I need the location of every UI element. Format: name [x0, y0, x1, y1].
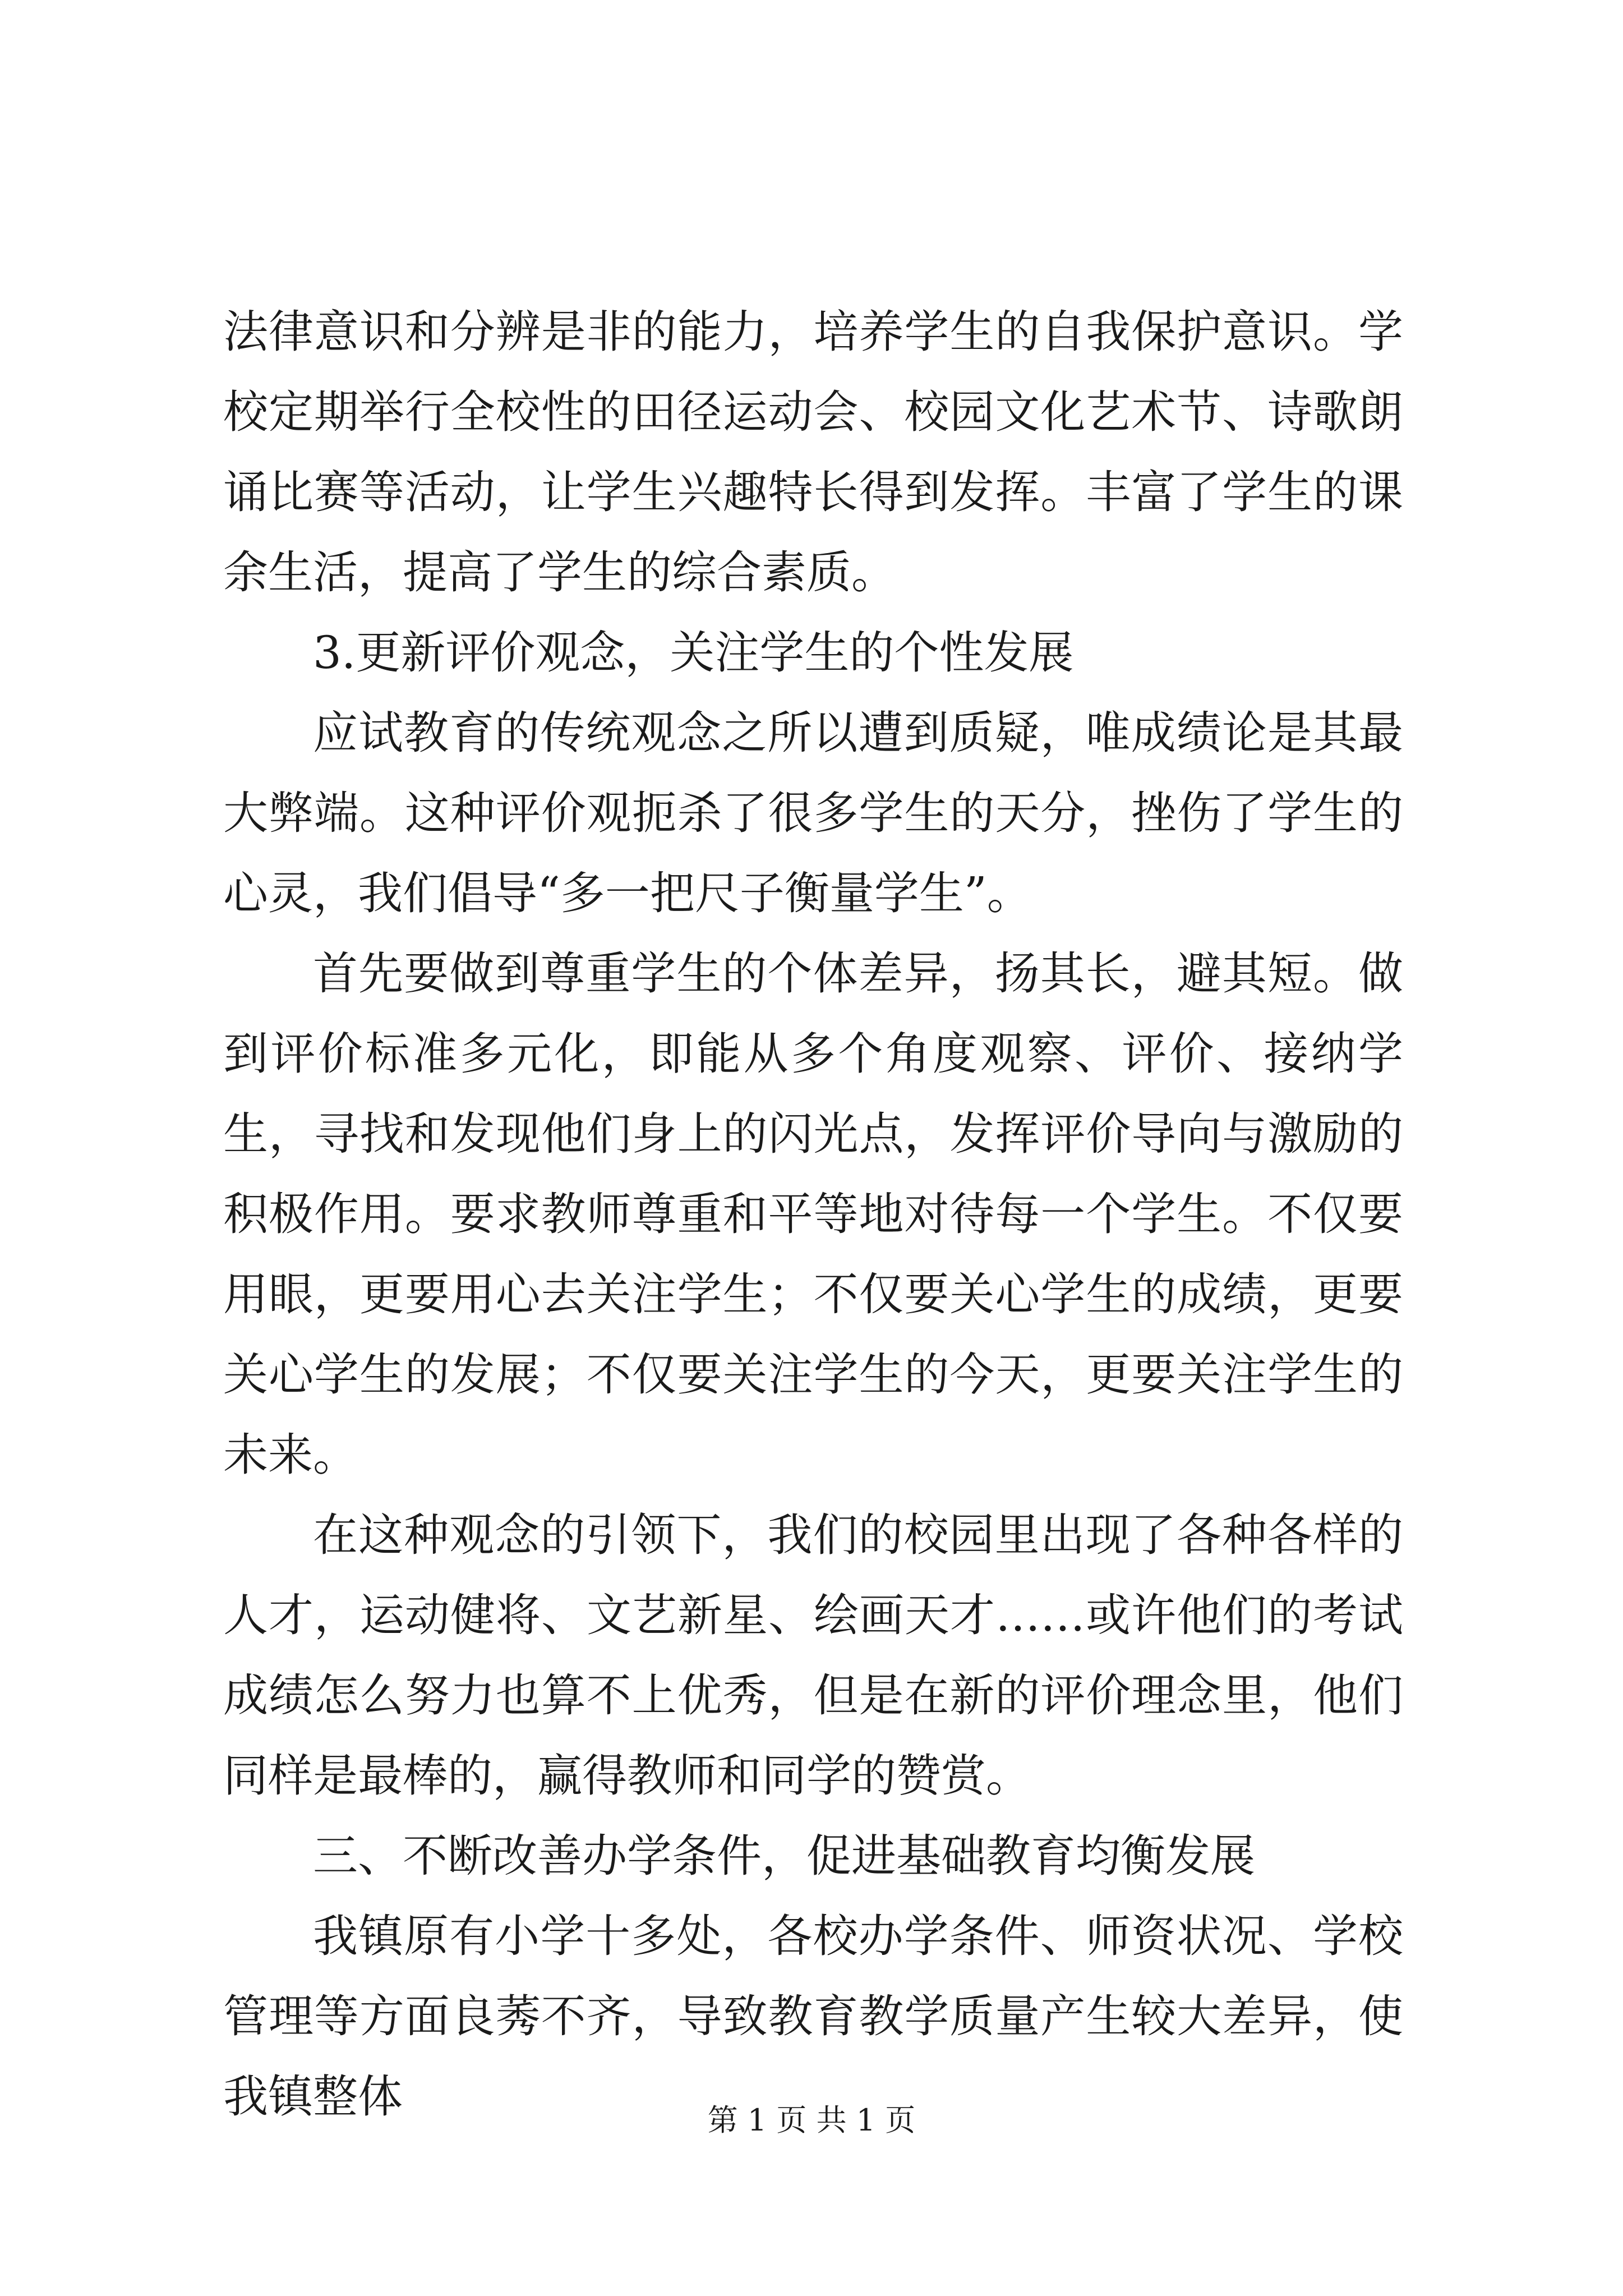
paragraph: 首先要做到尊重学生的个体差异，扬其长，避其短。做到评价标准多元化，即能从多个角度观察、评价、接纳学生，寻找和发现他们身上的闪光点，发挥评价导向与激励的积极作用。要求教师尊重和平等地对待每一个学生。不仅要用眼，更要用心去关注学生；不仅要关心学生的成绩，更要关心学生的发展；不仅要关注学生的今天，更要关注学生的未来。	[223, 947, 1403, 1481]
section-heading: 3.更新评价观念，关注学生的个性发展	[313, 627, 1074, 679]
section-heading: 三、不断改善办学条件，促进基础教育均衡发展	[313, 1830, 1255, 1882]
paragraph: 法律意识和分辨是非的能力，培养学生的自我保护意识。学校定期举行全校性的田径运动会、校园文化艺术节、诗歌朗诵比赛等活动，让学生兴趣特长得到发挥。丰富了学生的课余生活，提高了学生的综合素质。	[223, 306, 1403, 599]
page-footer: 第 1 页 共 1 页	[707, 2102, 916, 2138]
paragraph: 我镇原有小学十多处，各校办学条件、师资状况、学校管理等方面良莠不齐，导致教育教学质量产生较大差异，使我镇整体	[223, 1910, 1403, 2123]
document-body	[223, 292, 1403, 2137]
paragraph: 在这种观念的引领下，我们的校园里出现了各种各样的人才，运动健将、文艺新星、绘画天才……或许他们的考试成绩怎么努力也算不上优秀，但是在新的评价理念里，他们同样是最棒的，赢得教师和同学的赞赏。	[223, 1509, 1403, 1802]
paragraph: 应试教育的传统观念之所以遭到质疑，唯成绩论是其最大弊端。这种评价观扼杀了很多学生的天分，挫伤了学生的心灵，我们倡导“多一把尺子衡量学生”。	[223, 707, 1403, 919]
